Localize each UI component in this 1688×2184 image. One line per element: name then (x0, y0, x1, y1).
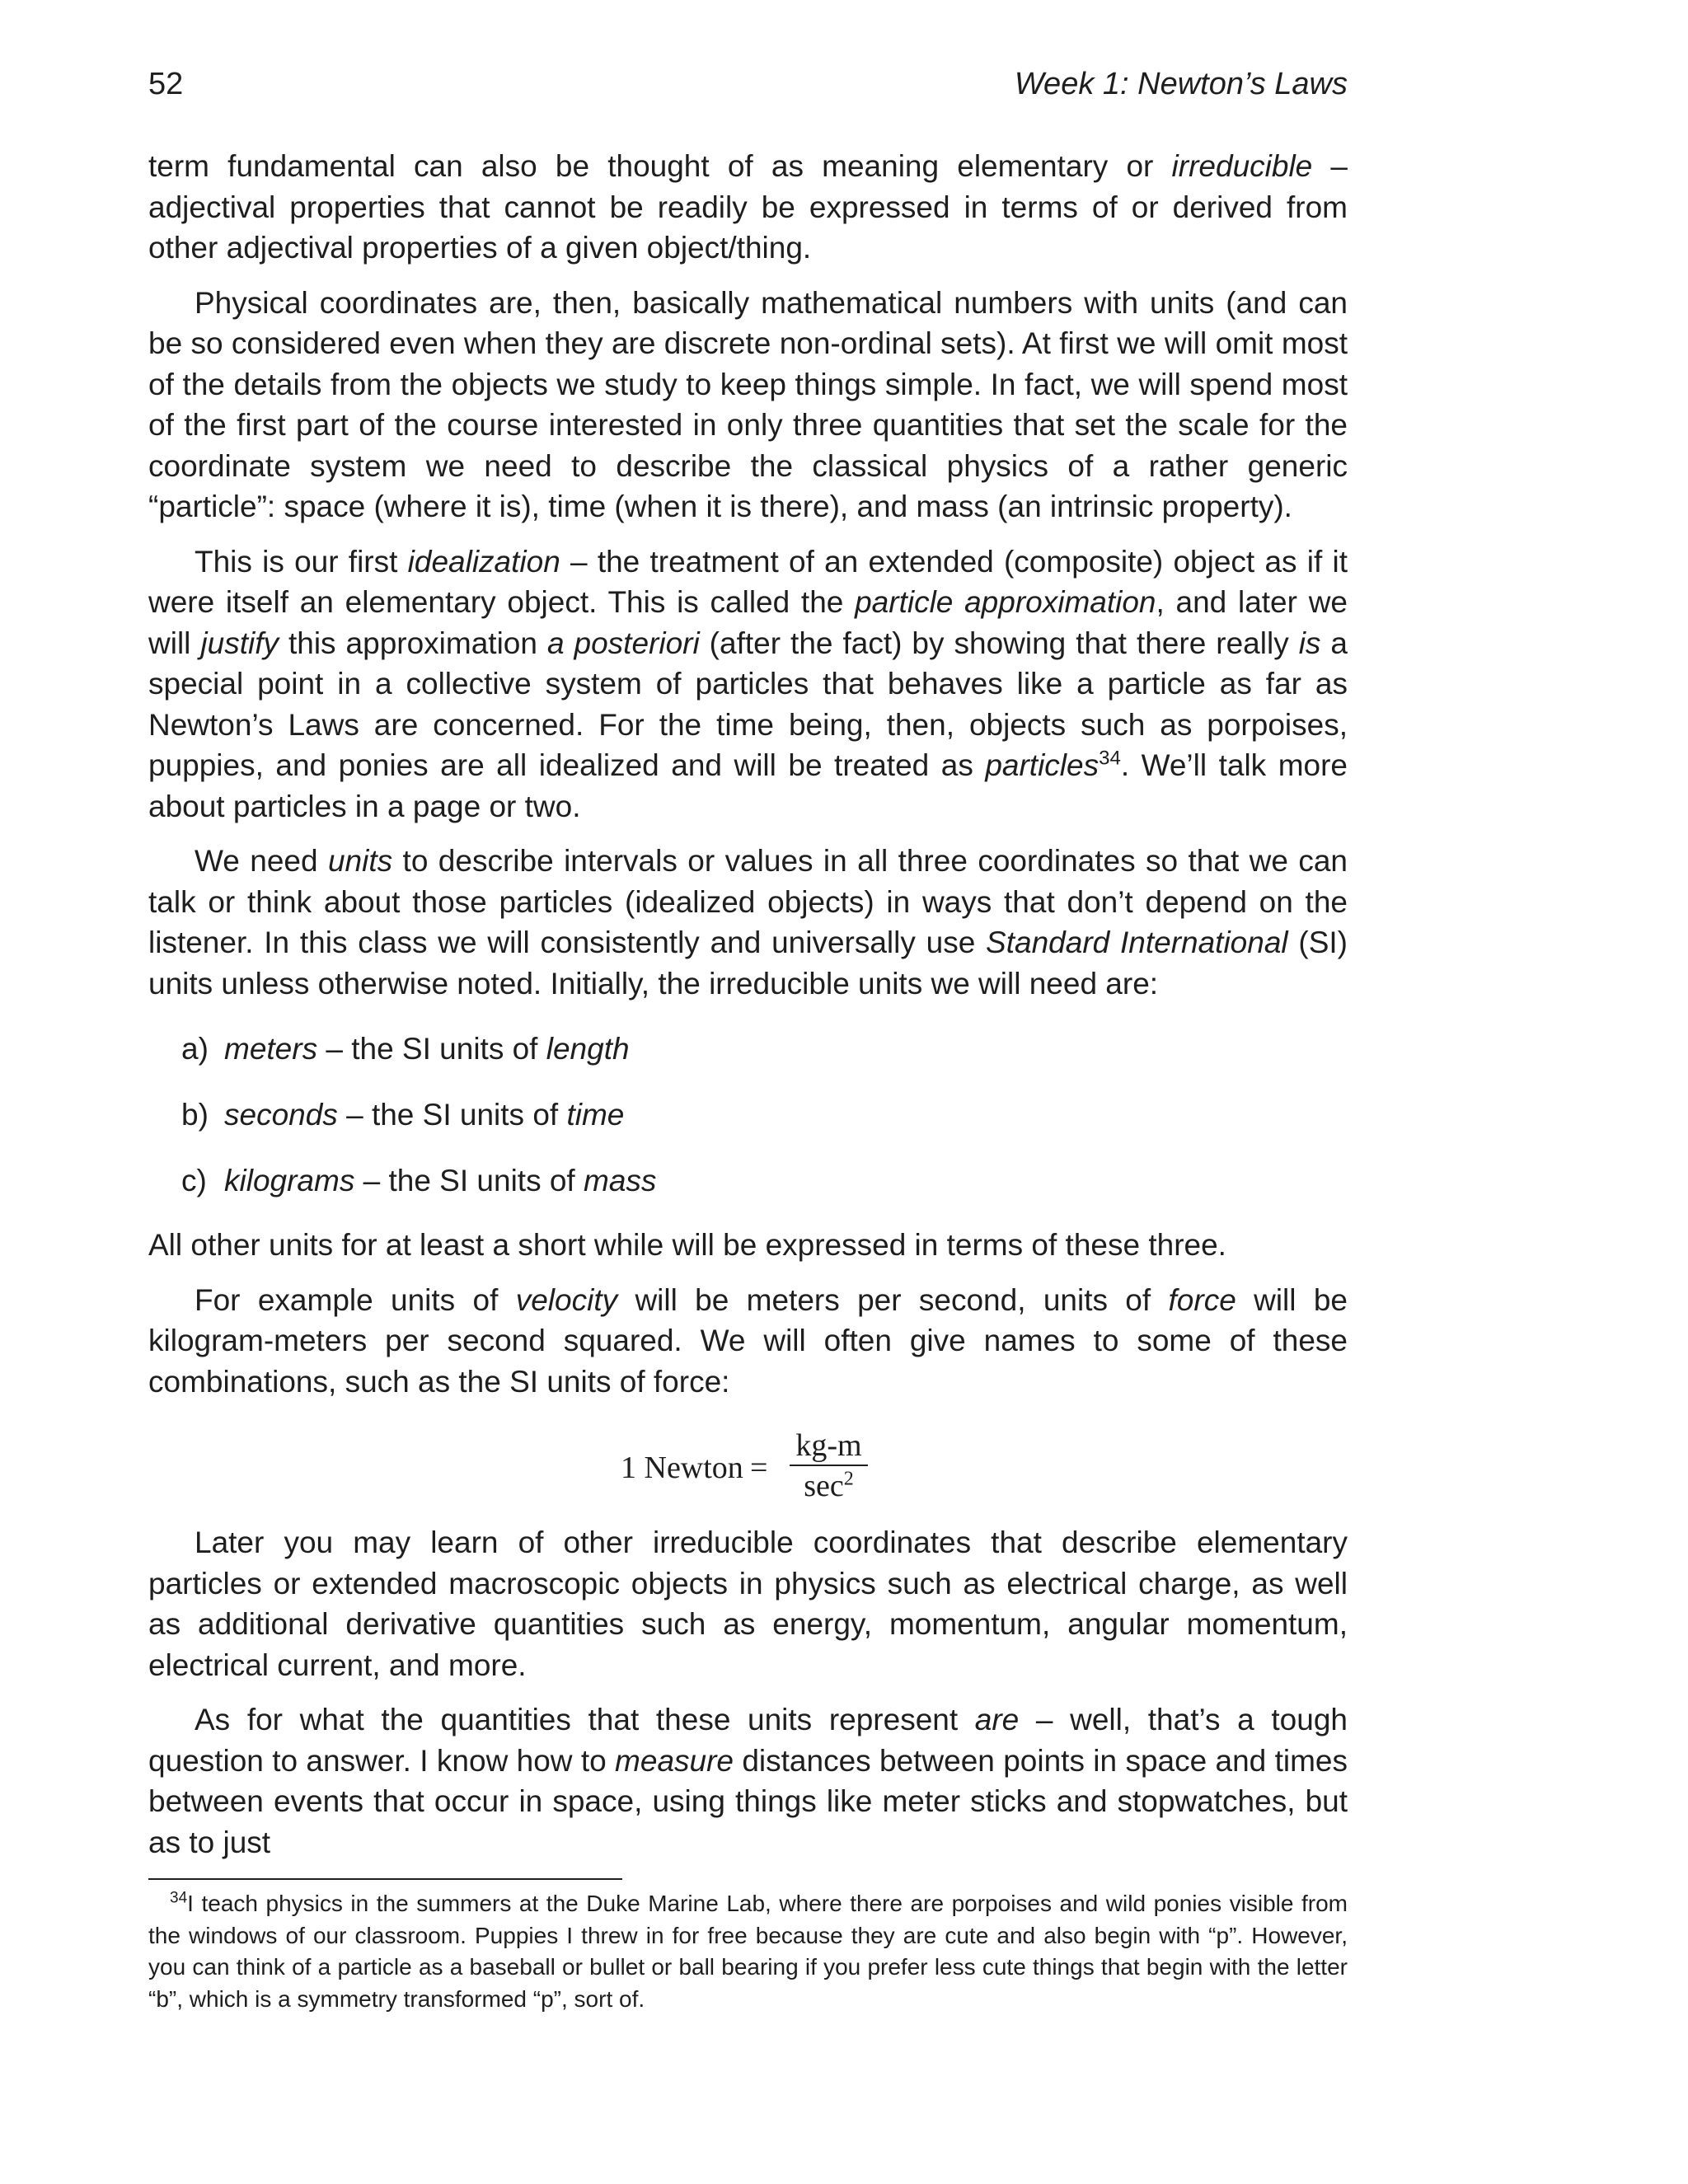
list-item (181, 1094, 1348, 1136)
si-units-list (148, 1029, 1348, 1202)
text-run: – the SI units of (317, 1032, 546, 1066)
paragraph-what-quantities-are (148, 1699, 1348, 1863)
text-run: to describe intervals or values in all three coordinates so that we can talk or think about those particles (idealized objects) in ways that don’t depend on the listener. In this class we will consistently and universally use (148, 844, 1348, 959)
text-run: a special point in a collective system of particles that behaves like a particle as far as Newton’s Laws are concerned. For the time being, then, objects such as porpoises, puppies, and ponies are all idealized and will be treated as (148, 626, 1348, 782)
paragraph-units (148, 841, 1348, 1004)
text-run: , and later we will (148, 585, 1348, 660)
text-run: For example units of (195, 1282, 516, 1317)
text-run: – adjectival properties that cannot be readily be expressed in terms of or derived from other adjectival properties of a given object/thing. (148, 149, 1348, 265)
page-header (148, 61, 1348, 107)
text-run: term fundamental can also be thought of as meaning elementary or (148, 149, 1172, 183)
paragraph-three-units: All other units for at least a short while will be expressed in terms of these three. (148, 1228, 1226, 1262)
emphasis: particles (985, 748, 1100, 782)
equation-lhs: 1 Newton (621, 1451, 743, 1485)
emphasis: Standard International (986, 926, 1288, 959)
text-run: This is our first (195, 544, 408, 579)
fraction (790, 1427, 868, 1506)
emphasis: units (327, 844, 393, 878)
text-run: will be kilogram-meters per second squared. We will often give names to some of these combinations, such as the SI units of force: (148, 1282, 1348, 1399)
fraction-denominator (790, 1466, 868, 1506)
emphasis: force (1168, 1282, 1236, 1317)
paragraph-physical-coordinates: Physical coordinates are, then, basically mathematical numbers with units (and can be so considered even when they are discrete non-ordinal sets). At first we will omit most of the details from the objects we study to keep things simple. In fact, we will spend most of the first part of the course interested in only three quantities that set the scale for the coordinate system we need to describe the classical physics of a rather generic “particle”: space (where it is), time (when it is there), and mass (an intrinsic property). (148, 285, 1348, 523)
footnote-rule (148, 1878, 622, 1880)
emphasis: velocity (515, 1282, 618, 1317)
fraction-numerator: kg-m (790, 1427, 868, 1466)
text-run: distances between points in space and times between events that occur in space, using things like meter sticks and stopwatches, but as to just (148, 1743, 1348, 1859)
unit-name: seconds (224, 1098, 338, 1132)
emphasis: justify (200, 626, 279, 660)
text-run: We need (195, 844, 328, 878)
footnote-reference[interactable]: 34 (1099, 747, 1121, 770)
newton-equation (148, 1427, 1348, 1506)
denominator-exponent: 2 (843, 1468, 854, 1490)
quantity-name: time (566, 1098, 625, 1132)
emphasis: are (974, 1703, 1020, 1736)
footnote (148, 1888, 1348, 2015)
footnote-text (148, 1888, 1348, 2015)
unit-name: meters (224, 1032, 318, 1066)
text-run: – the treatment of an extended (composite) object as if it were itself an elementary object. This is called the (148, 544, 1348, 619)
list-item (181, 1160, 1348, 1202)
text-run: this approximation (278, 626, 547, 660)
text-run: – the SI units of (354, 1164, 584, 1197)
footnote-body: I teach physics in the summers at the Duke Marine Lab, where there are porpoises and wild ponies visible from the windows of our classroom. Puppies I threw in for free because they are cute and also begin with “p”. However, you can think of a particle as a baseball or bullet or ball bearing if you prefer less cute things that begin with the letter “b”, which is a symmetry transformed “p”, sort of. (148, 1891, 1348, 2012)
emphasis: is (1298, 626, 1321, 660)
emphasis: idealization (407, 544, 560, 579)
text-run: As for what the quantities that these units represent (195, 1703, 975, 1736)
running-title: Week 1: Newton’s Laws (1014, 67, 1348, 101)
paragraph-example-units (148, 1280, 1348, 1403)
text-run: will be meters per second, units of (617, 1282, 1169, 1317)
quantity-name: length (546, 1032, 630, 1066)
emphasis: a posteriori (546, 626, 700, 660)
footnote-mark: 34 (170, 1889, 188, 1907)
list-item (181, 1029, 1348, 1070)
list-label: c) (181, 1164, 207, 1197)
page-number: 52 (148, 67, 184, 101)
list-label: b) (181, 1098, 209, 1132)
denominator-base: sec (804, 1469, 844, 1503)
text-run: . We’ll talk more about particles in a page or two. (148, 748, 1348, 823)
emphasis: measure (615, 1743, 734, 1778)
text-run: – well, that’s a tough question to answer. I know how to (148, 1703, 1348, 1778)
text-run: – the SI units of (337, 1098, 567, 1132)
text-run: (after the fact) by showing that there really (699, 626, 1299, 660)
emphasis: particle approximation (855, 585, 1156, 619)
paragraph-other-coordinates: Later you may learn of other irreducible coordinates that describe elementary particles or extended macroscopic objects in physics such as electrical charge, as well as additional derivative quantities such as energy, momentum, angular momentum, electrical current, and more. (148, 1526, 1348, 1682)
main-text (148, 146, 1348, 1877)
emphasis: irreducible (1171, 149, 1313, 183)
equals-sign: = (750, 1451, 768, 1485)
paragraph-idealization (148, 541, 1348, 827)
quantity-name: mass (584, 1164, 657, 1197)
list-label: a) (181, 1032, 209, 1066)
unit-name: kilograms (224, 1164, 355, 1197)
paragraph-continued (148, 146, 1348, 269)
text-run: (SI) units unless otherwise noted. Initially, the irreducible units we will need are: (148, 926, 1348, 1001)
